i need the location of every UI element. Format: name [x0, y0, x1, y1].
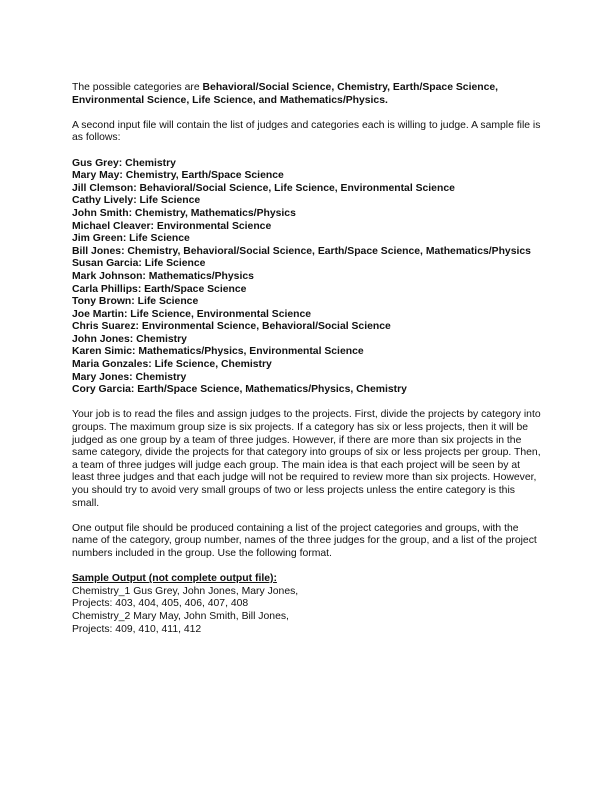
judge-entry: John Smith: Chemistry, Mathematics/Physics	[72, 207, 296, 219]
output-paragraph: One output file should be produced containing a list of the project categories and groups, with the name of the category, group number, names of the three judges for the group, and a list of the project numbers included in the group. Use the following format.	[72, 522, 537, 559]
judge-entry: Jill Clemson: Behavioral/Social Science, Life Science, Environmental Science	[72, 182, 455, 194]
judge-entry: Karen Simic: Mathematics/Physics, Environmental Science	[72, 346, 364, 358]
sample-output-line: Chemistry_2 Mary May, John Smith, Bill Jones,	[72, 610, 289, 622]
judge-entry: Mark Johnson: Mathematics/Physics	[72, 270, 254, 282]
categories-list: Behavioral/Social Science, Chemistry, Earth/Space Science, Environmental Science, Life Science, and Mathematics/Physics.	[72, 82, 499, 106]
sample-output-line: Projects: 409, 410, 411, 412	[72, 623, 202, 635]
judge-entry: Bill Jones: Chemistry, Behavioral/Social Science, Earth/Space Science, Mathematics/Physics	[72, 245, 531, 257]
sample-output-block	[72, 573, 542, 636]
second-input-paragraph: A second input file will contain the list of judges and categories each is willing to judge. A sample file is as follows:	[72, 119, 541, 144]
judge-entry: Joe Martin: Life Science, Environmental Science	[72, 308, 312, 320]
document-page	[72, 82, 542, 636]
categories-paragraph	[72, 82, 542, 107]
judge-entry: John Jones: Chemistry	[72, 333, 187, 345]
sample-output-line: Projects: 403, 404, 405, 406, 407, 408	[72, 598, 249, 610]
judge-entry: Susan Garcia: Life Science	[72, 258, 206, 270]
judge-entry: Maria Gonzales: Life Science, Chemistry	[72, 359, 272, 371]
judge-entry: Carla Phillips: Earth/Space Science	[72, 283, 247, 295]
judges-list	[72, 158, 542, 397]
judge-entry: Chris Suarez: Environmental Science, Behavioral/Social Science	[72, 321, 391, 333]
judge-entry: Gus Grey: Chemistry	[72, 157, 176, 169]
judge-entry: Jim Green: Life Science	[72, 233, 190, 245]
judge-entry: Mary Jones: Chemistry	[72, 371, 187, 383]
task-paragraph: Your job is to read the files and assign judges to the projects. First, divide the projects by category into groups. The maximum group size is six projects. If a category has six or less projects, then it will be judged as one group by a team of three judges. However, if there are more than six projects in the same category, divide the projects for that category into groups of six or less projects per group. Then, a team of three judges will judge each group. The main idea is that each project will be seen by at least three judges and that each judge will not be required to review more than six projects. However, you should try to avoid very small groups of two or less projects unless the entire category is this small.	[72, 409, 541, 509]
judge-entry: Mary May: Chemistry, Earth/Space Science	[72, 170, 284, 182]
judge-entry: Tony Brown: Life Science	[72, 296, 199, 308]
judge-entry: Cory Garcia: Earth/Space Science, Mathematics/Physics, Chemistry	[72, 384, 407, 396]
sample-output-heading: Sample Output (not complete output file):	[72, 573, 277, 585]
judge-entry: Michael Cleaver: Environmental Science	[72, 220, 272, 232]
judge-entry: Cathy Lively: Life Science	[72, 195, 201, 207]
sample-output-line: Chemistry_1 Gus Grey, John Jones, Mary Jones,	[72, 585, 299, 597]
categories-intro-text: The possible categories are	[72, 82, 203, 93]
